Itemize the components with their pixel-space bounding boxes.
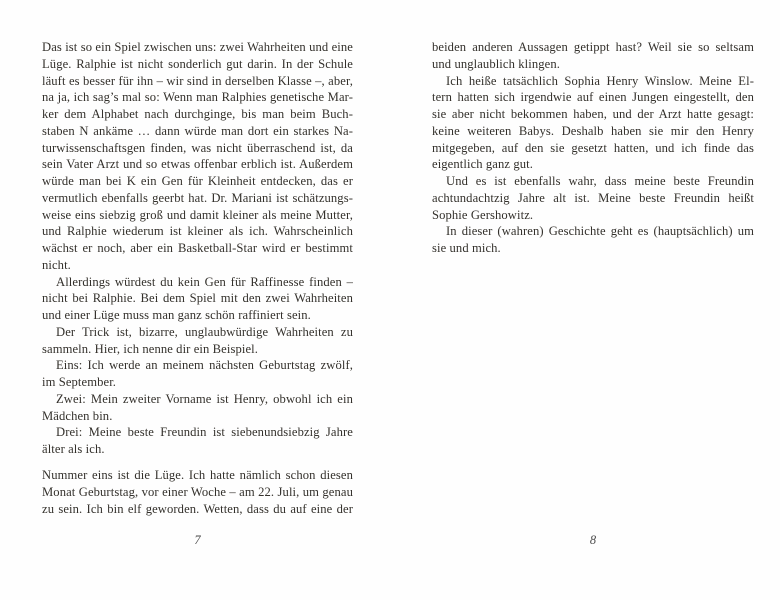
text-line: turwissenschaftsgen finden, was nicht überraschend ist, da (42, 140, 353, 155)
text-line: sein Vater Arzt und so etwas offenbar erblich ist. Außerdem (42, 157, 353, 172)
text-line: In dieser (wahren) Geschichte geht es (hauptsächlich) um (446, 224, 754, 239)
text-line: Ich heiße tatsächlich Sophia Henry Winslow. Meine El- (446, 73, 754, 88)
right-page-text-block (432, 39, 754, 257)
left-page-text-block (42, 39, 353, 518)
text-line: mitgegeben, auf den sie gesetzt hatten, und ich finde das (432, 140, 754, 155)
text-line: nicht. (42, 257, 71, 272)
text-line: ker dem Alphabet nach durchginge, bis man beim Buch- (42, 107, 353, 121)
text-line: und unglaublich klingen. (432, 56, 560, 71)
text-line: sammeln. Hier, ich nenne dir ein Beispiel. (42, 341, 258, 356)
text-line: beiden anderen Aussagen getippt hast? Weil sie so seltsam (432, 40, 754, 54)
text-line: läuft es besser für ihn – wir sind in derselben Klasse –, aber, (42, 73, 353, 88)
text-line: älter als ich. (42, 442, 105, 456)
text-line: Zwei: Mein zweiter Vorname ist Henry, obwohl ich ein (56, 391, 353, 406)
text-line: Allerdings würdest du kein Gen für Raffinesse finden – (56, 274, 353, 289)
text-line: würde man bei K ein Gen für Kleinheit entdecken, das er (42, 174, 353, 188)
page-number-left: 7 (194, 533, 201, 547)
text-line: sie und mich. (432, 241, 501, 255)
text-line: und Ralphie wiederum ist kleiner als ich. Wahrscheinlich (42, 224, 353, 239)
text-line: nicht bei Ralphie. Bei dem Spiel mit den zwei Wahrheiten (42, 291, 353, 306)
text-line: Nummer eins ist die Lüge. Ich hatte nämlich schon diesen (42, 468, 353, 483)
text-line: im September. (42, 375, 117, 389)
text-line: und einer Lüge muss man ganz schön raffiniert sein. (42, 308, 311, 322)
text-line: Lüge. Ralphie ist nicht sonderlich gut darin. In der Schule (42, 56, 353, 71)
text-line: Der Trick ist, bizarre, unglaubwürdige Wahrheiten zu (56, 324, 353, 339)
text-line: na ja, ich sag’s mal so: Wenn man Ralphies genetische Mar- (42, 90, 353, 105)
page-number-right: 8 (589, 533, 597, 547)
text-line: zu sein. Ich bin elf geworden. Wetten, dass du auf eine der (42, 501, 353, 516)
text-line: weise eins siebzig groß und damit kleiner als meine Mutter, (42, 207, 353, 222)
text-line: Sophie Gershowitz. (432, 207, 534, 222)
text-line: tern hatten sich irgendwie auf einen Jungen eingestellt, den (432, 90, 754, 105)
text-line: Das ist so ein Spiel zwischen uns: zwei Wahrheiten und eine (42, 40, 353, 54)
text-line: Und es ist ebenfalls wahr, dass meine beste Freundin (446, 174, 754, 188)
text-line: eigentlich ganz gut. (432, 157, 533, 172)
text-line: keine weiteren Babys. Deshalb haben sie mir den Henry (432, 123, 754, 138)
text-line: Drei: Meine beste Freundin ist siebenundsiebzig Jahre (56, 425, 353, 440)
text-line: Eins: Ich werde an meinem nächsten Geburtstag zwölf, (56, 358, 353, 373)
text-line: sie aber nicht bekommen haben, und der Arzt hatte gesagt: (432, 107, 754, 121)
text-line: achtundachtzig Jahre alt ist. Meine beste Freundin heißt (432, 190, 754, 205)
text-line: staben N ankäme … dann würde man dort ein starkes Na- (42, 123, 353, 138)
text-line: Mädchen bin. (42, 408, 113, 423)
text-line: wächst er noch, aber ein Basketball-Star wird er bestimmt (42, 241, 353, 255)
text-line: vermutlich ebenfalls geerbt hat. Dr. Mariani ist schätzungs- (42, 190, 353, 205)
text-line: Monat Geburtstag, vor einer Woche – am 22. Juli, um genau (42, 485, 353, 499)
